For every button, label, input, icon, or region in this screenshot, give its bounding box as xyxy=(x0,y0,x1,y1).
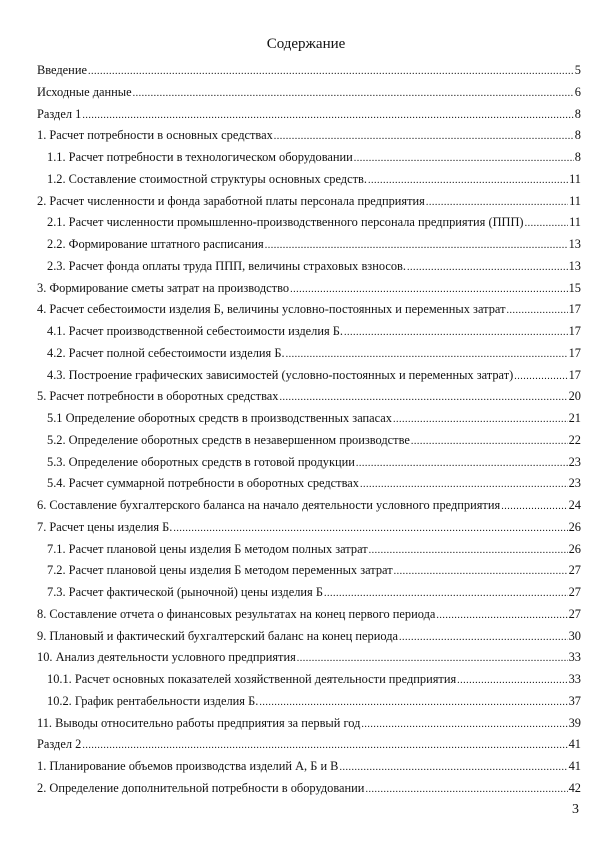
dot-leader xyxy=(344,322,568,344)
dot-leader xyxy=(265,235,568,257)
toc-entry[interactable] xyxy=(37,604,581,626)
toc-entry[interactable] xyxy=(37,669,581,691)
toc-entry[interactable] xyxy=(37,191,581,213)
toc-entry-label: 10.1. Расчет основных показателей хозяйственной деятельности предприятия xyxy=(47,672,457,686)
toc-entry[interactable] xyxy=(37,147,581,169)
dot-leader xyxy=(399,627,568,649)
toc-entry-page: 30 xyxy=(568,628,581,643)
toc-entry-page: 20 xyxy=(568,389,581,404)
toc-entry-label: 2.2. Формирование штатного расписания xyxy=(47,237,264,251)
dot-leader xyxy=(173,518,567,540)
toc-entry[interactable] xyxy=(37,713,581,735)
toc-entry-label: 7.1. Расчет плановой цены изделия Б методом полных затрат xyxy=(47,541,368,556)
toc-entry-label: 5. Расчет потребности в оборотных средствах xyxy=(37,389,279,404)
toc-entry-label: Введение xyxy=(37,63,87,77)
dot-leader xyxy=(436,605,567,627)
dot-leader xyxy=(274,126,574,148)
toc-entry[interactable] xyxy=(37,734,581,756)
dot-leader xyxy=(411,431,568,453)
toc-entry-label: 4.3. Построение графических зависимостей (условно-постоянных и переменных затрат) xyxy=(47,367,514,382)
toc-entry-label: 10. Анализ деятельности условного предприятия xyxy=(37,650,296,665)
dot-leader xyxy=(82,105,573,127)
toc-entry[interactable] xyxy=(37,60,581,82)
table-of-contents xyxy=(37,60,581,800)
toc-entry-label: 2. Расчет численности и фонда заработной платы персонала предприятия xyxy=(37,193,425,208)
toc-entry-page: 8 xyxy=(574,106,581,121)
toc-entry[interactable] xyxy=(37,321,581,343)
toc-entry-page: 39 xyxy=(568,715,581,730)
toc-entry-page: 11 xyxy=(569,215,581,230)
toc-entry-label: 5.1 Определение оборотных средств в производственных запасах xyxy=(47,411,393,425)
toc-entry-label: 1. Расчет потребности в основных средствах xyxy=(37,128,273,143)
toc-entry-label: 1. Планирование объемов производства изделий А, Б и В xyxy=(37,759,339,773)
toc-entry-page: 41 xyxy=(568,737,581,752)
dot-leader xyxy=(133,83,574,105)
dot-leader xyxy=(356,453,568,475)
dot-leader xyxy=(525,213,569,235)
toc-entry[interactable] xyxy=(37,365,581,387)
toc-entry[interactable] xyxy=(37,647,581,669)
toc-entry-page: 21 xyxy=(568,411,581,425)
toc-entry-label: Исходные данные xyxy=(37,84,132,99)
toc-entry[interactable] xyxy=(37,343,581,365)
toc-entry-page: 37 xyxy=(568,693,581,708)
dot-leader xyxy=(426,192,568,214)
toc-entry-label: 2.1. Расчет численности промышленно-производственного персонала предприятия (ППП) xyxy=(47,215,524,230)
toc-entry[interactable] xyxy=(37,278,581,300)
toc-entry-label: 5.2. Определение оборотных средств в незавершенном производстве xyxy=(47,432,410,447)
toc-entry[interactable] xyxy=(37,626,581,648)
toc-entry[interactable] xyxy=(37,169,581,191)
dot-leader xyxy=(457,670,567,692)
dot-leader xyxy=(393,409,568,431)
toc-entry[interactable] xyxy=(37,386,581,408)
toc-entry-page: 8 xyxy=(574,150,581,164)
toc-entry-page: 22 xyxy=(568,432,581,447)
toc-entry-label: 6. Составление бухгалтерского баланса на начало деятельности условного предприятия xyxy=(37,498,501,512)
toc-entry-label: 10.2. График рентабельности изделия Б. xyxy=(47,693,259,708)
toc-entry-page: 17 xyxy=(568,302,581,317)
dot-leader xyxy=(286,344,568,366)
dot-leader xyxy=(297,648,568,670)
toc-entry[interactable] xyxy=(37,756,581,778)
toc-entry-label: 5.4. Расчет суммарной потребности в оборотных средствах xyxy=(47,476,359,491)
toc-entry-label: 2.3. Расчет фонда оплаты труда ППП, величины страховых взносов. xyxy=(47,258,406,273)
toc-entry-page: 41 xyxy=(568,759,581,773)
toc-entry-label: 7. Расчет цены изделия Б. xyxy=(37,519,173,534)
toc-entry-label: Раздел 2 xyxy=(37,737,82,752)
toc-entry[interactable] xyxy=(37,778,581,800)
dot-leader xyxy=(506,300,567,322)
toc-entry-label: 4.2. Расчет полной себестоимости изделия Б. xyxy=(47,345,285,360)
dot-leader xyxy=(514,366,567,388)
dot-leader xyxy=(365,779,567,801)
dot-leader xyxy=(259,692,567,714)
toc-entry-page: 11 xyxy=(569,193,581,208)
toc-entry[interactable] xyxy=(37,691,581,713)
toc-entry-label: 5.3. Определение оборотных средств в готовой продукции xyxy=(47,454,355,469)
toc-entry-page: 27 xyxy=(568,563,581,578)
toc-entry[interactable] xyxy=(37,408,581,430)
toc-entry[interactable] xyxy=(37,430,581,452)
dot-leader xyxy=(324,583,568,605)
toc-entry[interactable] xyxy=(37,495,581,517)
dot-leader xyxy=(82,735,567,757)
toc-entry-page: 23 xyxy=(568,476,581,491)
toc-entry[interactable] xyxy=(37,517,581,539)
toc-entry-page: 5 xyxy=(574,63,581,77)
toc-entry-label: 4. Расчет себестоимости изделия Б, величины условно-постоянных и переменных затрат xyxy=(37,302,506,317)
toc-entry-label: 11. Выводы относительно работы предприятия за первый год xyxy=(37,715,361,730)
toc-entry-page: 42 xyxy=(568,780,581,795)
toc-entry[interactable] xyxy=(37,256,581,278)
dot-leader xyxy=(369,540,568,562)
toc-entry-page: 33 xyxy=(568,672,581,686)
toc-entry[interactable] xyxy=(37,582,581,604)
toc-entry-page: 13 xyxy=(568,237,581,251)
toc-entry-page: 15 xyxy=(568,280,581,295)
dot-leader xyxy=(339,757,567,779)
dot-leader xyxy=(290,279,568,301)
dot-leader xyxy=(279,387,567,409)
toc-entry[interactable] xyxy=(37,299,581,321)
toc-entry-page: 26 xyxy=(568,541,581,556)
toc-entry-page: 26 xyxy=(568,519,581,534)
toc-entry[interactable] xyxy=(37,234,581,256)
toc-entry-page: 33 xyxy=(568,650,581,665)
toc-entry[interactable] xyxy=(37,125,581,147)
toc-entry-label: 2. Определение дополнительной потребности в оборудовании xyxy=(37,780,365,795)
dot-leader xyxy=(354,148,574,170)
dot-leader xyxy=(394,561,568,583)
toc-entry-label: 4.1. Расчет производственной себестоимости изделия Б. xyxy=(47,324,343,338)
toc-entry-page: 13 xyxy=(568,258,581,273)
toc-entry-label: 1.2. Составление стоимостной структуры основных средств. xyxy=(47,171,367,186)
toc-entry-label: 9. Плановый и фактический бухгалтерский баланс на конец периода xyxy=(37,628,399,643)
toc-entry-label: 3. Формирование сметы затрат на производство xyxy=(37,280,290,295)
toc-entry-page: 17 xyxy=(568,367,581,382)
toc-entry[interactable] xyxy=(37,560,581,582)
toc-entry-page: 17 xyxy=(568,345,581,360)
dot-leader xyxy=(368,170,568,192)
toc-entry-label: Раздел 1 xyxy=(37,106,82,121)
toc-entry-page: 24 xyxy=(568,498,581,512)
toc-entry-label: 8. Составление отчета о финансовых результатах на конец первого периода xyxy=(37,606,436,621)
dot-leader xyxy=(501,496,567,518)
toc-entry-label: 7.2. Расчет плановой цены изделия Б методом переменных затрат xyxy=(47,563,393,578)
toc-entry[interactable] xyxy=(37,212,581,234)
toc-entry-page: 17 xyxy=(568,324,581,338)
toc-entry-page: 23 xyxy=(568,454,581,469)
toc-entry-label: 7.3. Расчет фактической (рыночной) цены изделия Б xyxy=(47,585,323,599)
dot-leader xyxy=(88,61,574,83)
toc-entry[interactable] xyxy=(37,452,581,474)
dot-leader xyxy=(361,714,567,736)
toc-entry[interactable] xyxy=(37,104,581,126)
toc-entry-label: 1.1. Расчет потребности в технологическом оборудовании xyxy=(47,150,353,164)
toc-entry-page: 27 xyxy=(568,606,581,621)
dot-leader xyxy=(360,474,568,496)
toc-entry-page: 11 xyxy=(569,171,581,186)
toc-entry[interactable] xyxy=(37,473,581,495)
page-number: 3 xyxy=(572,802,579,817)
toc-entry-page: 6 xyxy=(574,84,581,99)
toc-entry-page: 8 xyxy=(574,128,581,143)
dot-leader xyxy=(407,257,568,279)
toc-entry-page: 27 xyxy=(568,585,581,599)
toc-entry[interactable] xyxy=(37,82,581,104)
toc-title: Содержание xyxy=(266,36,346,52)
toc-entry[interactable] xyxy=(37,539,581,561)
